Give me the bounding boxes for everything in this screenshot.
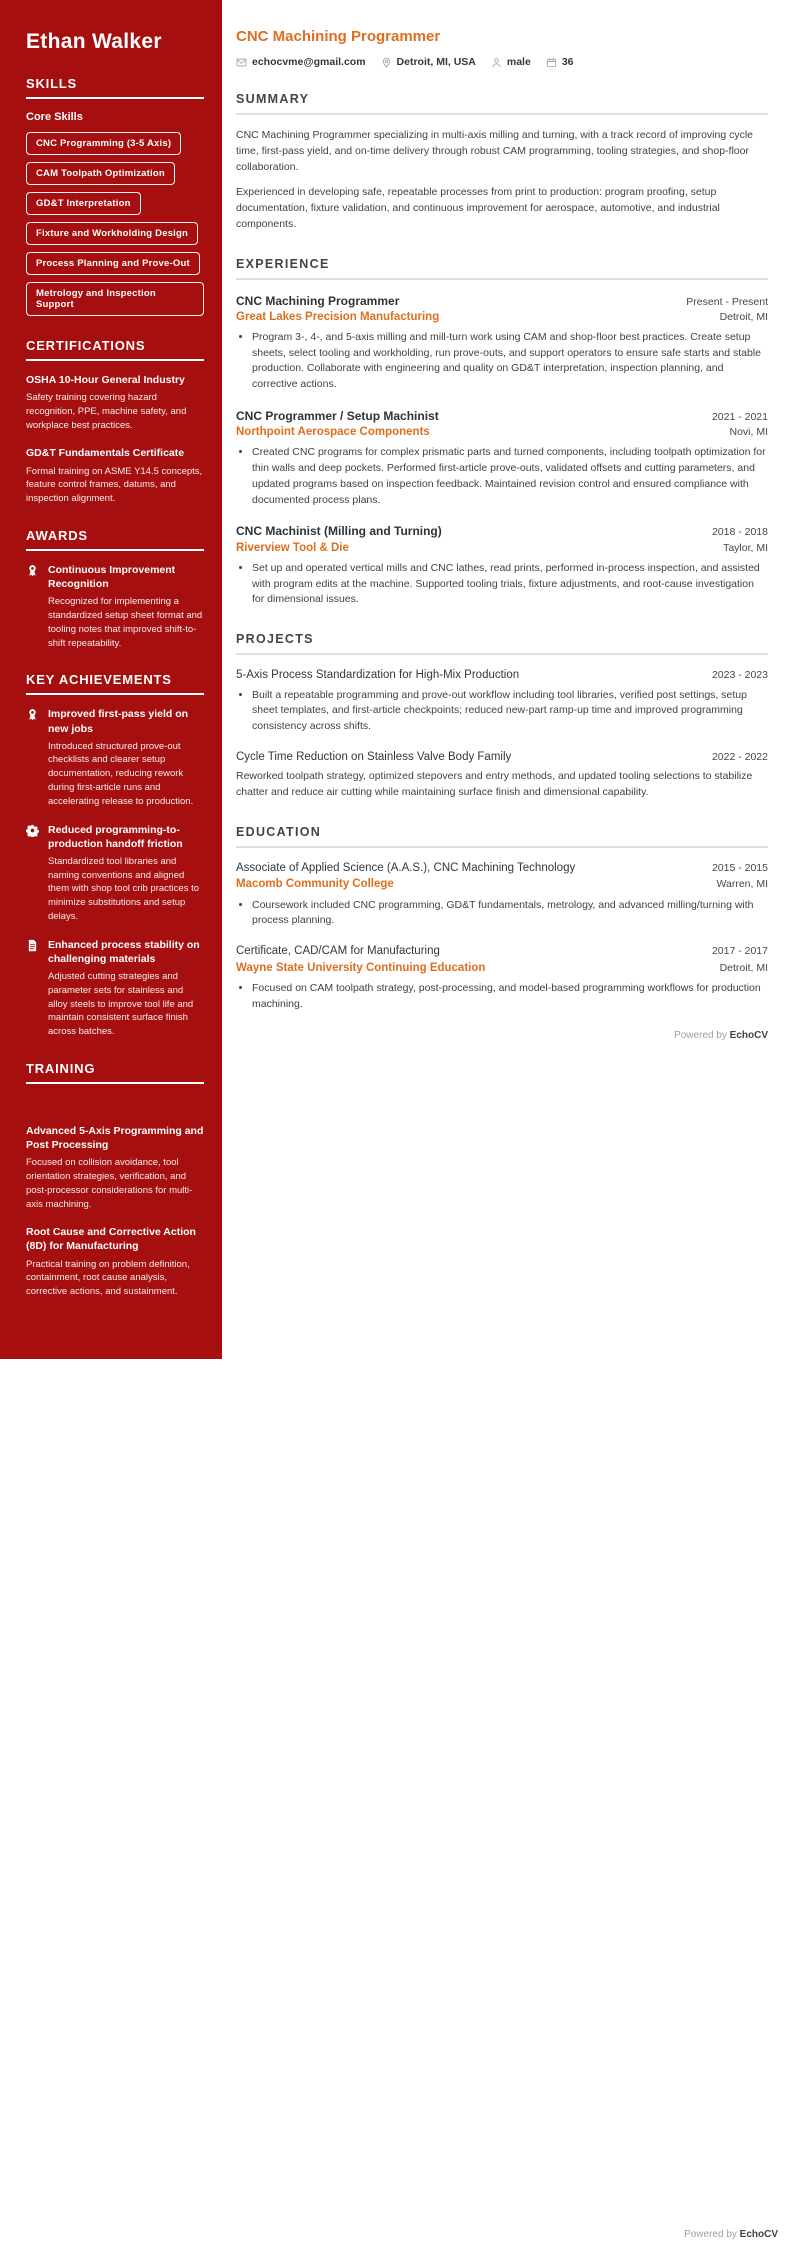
certification-item — [26, 446, 204, 505]
skills-heading: SKILLS — [26, 76, 204, 99]
summary-heading: SUMMARY — [236, 92, 768, 115]
skill-pill: GD&T Interpretation — [26, 192, 141, 215]
certifications-section — [26, 338, 204, 506]
sidebar — [0, 0, 222, 1359]
achievement-title: Reduced programming-to-production handoff friction — [48, 823, 183, 850]
education-entry — [236, 861, 768, 929]
achievement-item — [26, 823, 204, 924]
summary-section — [236, 92, 768, 233]
powered-by-label: Powered by — [684, 2229, 737, 2240]
skill-pill: CAM Toolpath Optimization — [26, 162, 175, 185]
award-item — [26, 563, 204, 650]
job-bullet: • Created CNC programs for complex prismatic parts and turned components, including toolpath optimization for thin walls and deep pockets. Performed first-article prove-outs, validated offsets and cutting parameters, and updated programs based on inspection feedback. Maintained revision control and ensured compliance with documented process plans. — [252, 445, 768, 508]
certification-title: GD&T Fundamentals Certificate — [26, 447, 185, 460]
job-dates: Present - Present — [686, 295, 768, 308]
echocv-brand: EchoCV — [729, 1030, 768, 1042]
project-description: Reworked toolpath strategy, optimized stepovers and entry methods, and updated tooling selections to stabilize chatter and reduce air cutting while maintaining surface finish and dimensional capability. — [236, 770, 753, 799]
entry-title-row — [236, 523, 768, 539]
job-location: Detroit, MI — [719, 310, 768, 323]
training-item — [26, 1225, 204, 1299]
project-bullet-list — [236, 688, 768, 735]
certifications-heading: CERTIFICATIONS — [26, 338, 204, 361]
projects-section — [236, 632, 768, 801]
school-name: Wayne State University Continuing Education — [236, 961, 486, 974]
contact-row — [236, 56, 768, 68]
job-dates: 2021 - 2021 — [711, 410, 768, 423]
degree-title: Associate of Applied Science (A.A.S.), CNC Machining Technology — [236, 861, 576, 874]
job-bullet: • Set up and operated vertical mills and CNC lathes, read prints, performed in-process inspection, and assisted with program edits at the machine. Supported tooling trials, fixture adjustments, and root-cause investigation for dimensional issues. — [252, 561, 768, 608]
project-dates: 2022 - 2022 — [711, 750, 768, 763]
achievement-body — [48, 707, 204, 808]
contact-email-text: echocvme@gmail.com — [252, 56, 366, 68]
education-heading: EDUCATION — [236, 825, 768, 848]
location-pin-icon — [381, 57, 392, 68]
training-section — [26, 1061, 204, 1299]
achievement-title: Improved first-pass yield on new jobs — [48, 708, 189, 735]
entry-title-row — [236, 750, 768, 766]
key-achievements-heading: KEY ACHIEVEMENTS — [26, 672, 204, 695]
entry-title-row — [236, 668, 768, 684]
skill-pill: Metrology and Inspection Support — [26, 282, 204, 316]
training-title: Root Cause and Corrective Action (8D) for Manufacturing — [26, 1226, 196, 1253]
award-body — [48, 563, 204, 650]
envelope-icon — [236, 57, 247, 68]
certification-title: OSHA 10-Hour General Industry — [26, 374, 185, 386]
education-location: Warren, MI — [716, 878, 768, 891]
job-title: CNC Machining Programmer — [236, 293, 400, 308]
training-description: Focused on collision avoidance, tool orientation strategies, verification, and post-processor considerations for multi-axis machining. — [26, 1157, 193, 1210]
skill-pill: Process Planning and Prove-Out — [26, 252, 200, 275]
experience-heading: EXPERIENCE — [236, 257, 768, 280]
training-title: Advanced 5-Axis Programming and Post Processing — [26, 1124, 204, 1152]
company-name: Riverview Tool & Die — [236, 541, 349, 554]
document-icon — [26, 939, 40, 1039]
entry-company-row — [236, 309, 768, 326]
experience-entry — [236, 523, 768, 608]
training-description: Practical training on problem definition, containment, root cause analysis, corrective actions, and sustainment. — [26, 1258, 190, 1298]
project-title: Cycle Time Reduction on Stainless Valve Body Family — [236, 750, 512, 763]
achievement-description: Standardized tool libraries and naming conventions and aligned them with shop tool crib practices to minimize substitutions and setup delays. — [48, 855, 200, 922]
main-content — [222, 0, 794, 1041]
medal-icon — [26, 564, 40, 650]
calendar-icon — [546, 57, 557, 68]
contact-gender-text: male — [506, 56, 531, 68]
job-bullet-list — [236, 561, 768, 608]
achievement-description: Introduced structured prove-out checklists and clearer setup documentation, reducing rework during first-article runs and accelerating release to production. — [48, 740, 194, 807]
person-icon — [491, 57, 502, 68]
skills-section — [26, 76, 204, 316]
candidate-name: Ethan Walker — [26, 30, 162, 53]
project-title: 5-Axis Process Standardization for High-Mix Production — [236, 669, 520, 682]
education-bullet: • Coursework included CNC programming, GD&T fundamentals, metrology, and advanced milling/turning with process planning. — [252, 898, 768, 930]
project-entry — [236, 750, 768, 801]
job-bullet-list — [236, 445, 768, 508]
education-bullet-list — [236, 981, 768, 1013]
page-bottom-footer — [684, 2229, 778, 2240]
entry-title-row — [236, 408, 768, 424]
echocv-brand: EchoCV — [739, 2229, 778, 2240]
project-entry — [236, 668, 768, 735]
certification-description: Formal training on ASME Y14.5 concepts, feature control frames, datums, and inspection alignment. — [26, 465, 203, 505]
training-items — [26, 1124, 204, 1299]
experience-section — [236, 257, 768, 609]
entry-title-row — [236, 293, 768, 309]
awards-section — [26, 528, 204, 650]
entry-title-row — [236, 944, 768, 960]
powered-by-footer — [236, 1030, 768, 1041]
award-description: Recognized for implementing a standardized setup sheet format and tooling notes that improved shift-to-shift repeatability. — [48, 596, 203, 649]
job-dates: 2018 - 2018 — [711, 526, 768, 539]
skills-group-title: Core Skills — [26, 111, 83, 123]
entry-company-row — [236, 960, 768, 977]
award-title: Continuous Improvement Recognition — [48, 563, 176, 591]
certification-item — [26, 373, 204, 432]
project-dates: 2023 - 2023 — [711, 669, 768, 682]
degree-title: Certificate, CAD/CAM for Manufacturing — [236, 945, 440, 958]
summary-paragraph: CNC Machining Programmer specializing in multi-axis milling and turning, with a track record of improving cycle time, first-pass yield, and on-time delivery through robust CAM programming, tooling strategies, and shop-floor collaboration. — [236, 129, 754, 173]
achievement-item — [26, 938, 204, 1039]
contact-email — [236, 56, 366, 68]
education-location: Detroit, MI — [719, 961, 768, 974]
achievement-description: Adjusted cutting strategies and parameter sets for stainless and alloy steels to improve tool life and maintain consistent surface finish across batches. — [48, 971, 194, 1038]
education-bullet-list — [236, 898, 768, 930]
achievement-title: Enhanced process stability on challenging materials — [48, 938, 200, 965]
job-title: CNC Programmer / Setup Machinist — [236, 408, 439, 423]
achievement-body — [48, 938, 204, 1039]
resume-job-title: CNC Machining Programmer — [236, 28, 441, 45]
company-name: Great Lakes Precision Manufacturing — [236, 310, 440, 323]
education-dates: 2015 - 2015 — [711, 861, 768, 874]
company-name: Northpoint Aerospace Components — [236, 426, 430, 439]
skill-pill: CNC Programming (3-5 Axis) — [26, 132, 181, 155]
entry-title-row — [236, 861, 768, 877]
projects-heading: PROJECTS — [236, 632, 768, 655]
job-location: Taylor, MI — [723, 541, 768, 554]
education-entry — [236, 944, 768, 1012]
powered-by-label: Powered by — [674, 1030, 727, 1042]
contact-age-text: 36 — [561, 56, 574, 68]
gear-icon — [26, 824, 40, 924]
entry-company-row — [236, 424, 768, 441]
certification-description: Safety training covering hazard recognition, PPE, machine safety, and workplace best practices. — [26, 392, 187, 431]
medal-icon — [26, 708, 40, 808]
job-bullet-list — [236, 330, 768, 393]
contact-age — [546, 56, 574, 68]
education-dates: 2017 - 2017 — [711, 945, 768, 958]
achievement-item — [26, 707, 204, 808]
awards-heading: AWARDS — [26, 528, 204, 551]
job-title: CNC Machinist (Milling and Turning) — [236, 524, 442, 539]
job-location: Novi, MI — [729, 426, 768, 439]
job-bullet: • Program 3-, 4-, and 5-axis milling and mill-turn work using CAM and shop-floor best practices. Create setup sheets, select tooling and workholding, run prove-outs, and support operators to ensure safe starts and stable production. Collaborate with engineering and quality on GD&T interpretation, inspection planning, and corrective actions. — [252, 330, 768, 393]
school-name: Macomb Community College — [236, 878, 394, 891]
education-section — [236, 825, 768, 1013]
contact-gender — [491, 56, 531, 68]
skill-pill-list — [26, 132, 204, 316]
entry-company-row — [236, 540, 768, 557]
education-bullet: • Focused on CAM toolpath strategy, post-processing, and model-based programming workflows for production machining. — [252, 981, 768, 1013]
training-item — [26, 1124, 204, 1211]
entry-company-row — [236, 876, 768, 893]
experience-entry — [236, 408, 768, 508]
contact-location — [381, 56, 476, 68]
training-heading: TRAINING — [26, 1061, 204, 1084]
key-achievements-section — [26, 672, 204, 1039]
experience-entry — [236, 293, 768, 393]
achievement-body — [48, 823, 204, 924]
project-bullet: • Built a repeatable programming and prove-out workflow including tool libraries, verified post settings, setup sheet templates, and first-article checkpoints; reduced new-part ramp-up time and improved programming consistency across shifts. — [252, 688, 768, 735]
skill-pill: Fixture and Workholding Design — [26, 222, 198, 245]
summary-paragraph: Experienced in developing safe, repeatable processes from print to production: program proofing, setup documentation, fixture validation, and continuous improvement for aerospace, automotive, and industrial components. — [236, 186, 720, 230]
contact-location-text: Detroit, MI, USA — [396, 56, 476, 68]
